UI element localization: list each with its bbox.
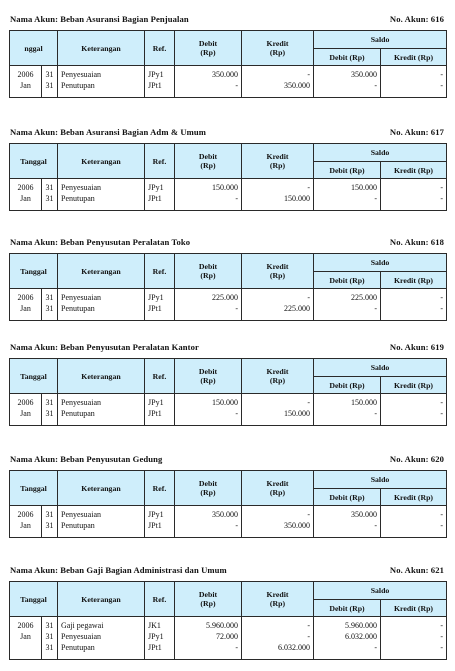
col-keterangan: Keterangan bbox=[58, 359, 145, 394]
row-year-month: 2006 bbox=[10, 179, 42, 194]
row-day: 31 bbox=[42, 617, 58, 632]
table-row bbox=[10, 520, 447, 538]
row-debit: 5.960.000 bbox=[175, 617, 242, 632]
row-saldo-kredit: - bbox=[381, 506, 447, 521]
col-ref: Ref. bbox=[145, 31, 175, 66]
row-debit: 350.000 bbox=[175, 66, 242, 81]
col-saldo-debit: Debit (Rp) bbox=[314, 272, 381, 289]
row-year-month: 2006 bbox=[10, 66, 42, 81]
row-debit: 72.000 bbox=[175, 631, 242, 642]
account-number: No. Akun: 618 bbox=[389, 237, 444, 247]
kredit-label: Kredit bbox=[266, 479, 289, 488]
table-row bbox=[10, 80, 447, 98]
row-year-month: Jan bbox=[10, 193, 42, 211]
debit-label: Debit bbox=[198, 590, 218, 599]
kredit-label: Kredit bbox=[266, 367, 289, 376]
ledger-table bbox=[9, 358, 447, 426]
col-debit bbox=[175, 31, 242, 66]
table-row bbox=[10, 303, 447, 321]
ledger-3 bbox=[9, 235, 446, 321]
debit-label: Debit bbox=[198, 367, 218, 376]
ledger-table bbox=[9, 253, 447, 321]
row-saldo-debit: - bbox=[314, 642, 381, 660]
ledger-table bbox=[9, 581, 447, 660]
col-saldo-debit: Debit (Rp) bbox=[314, 600, 381, 617]
row-saldo-kredit: - bbox=[381, 289, 447, 304]
account-number: No. Akun: 617 bbox=[389, 127, 444, 137]
col-tanggal: Tanggal bbox=[10, 359, 58, 394]
col-ref: Ref. bbox=[145, 254, 175, 289]
kredit-label: Kredit bbox=[266, 262, 289, 271]
row-saldo-debit: 5.960.000 bbox=[314, 617, 381, 632]
debit-unit: (Rp) bbox=[200, 161, 216, 170]
row-description: Penutupan bbox=[58, 193, 145, 211]
row-debit: - bbox=[175, 520, 242, 538]
table-row bbox=[10, 408, 447, 426]
kredit-unit: (Rp) bbox=[269, 488, 286, 497]
row-debit: - bbox=[175, 642, 242, 660]
col-keterangan: Keterangan bbox=[58, 254, 145, 289]
ledger-header bbox=[9, 235, 446, 249]
ledger-4 bbox=[9, 340, 446, 426]
row-year-month: 2006 bbox=[10, 394, 42, 409]
row-day: 31 bbox=[42, 303, 58, 321]
row-saldo-debit: - bbox=[314, 520, 381, 538]
row-saldo-debit: - bbox=[314, 408, 381, 426]
row-credit: 150.000 bbox=[242, 408, 314, 426]
row-description: Penyesuaian bbox=[58, 631, 145, 642]
col-keterangan: Keterangan bbox=[58, 144, 145, 179]
row-day: 31 bbox=[42, 631, 58, 642]
col-saldo-debit: Debit (Rp) bbox=[314, 377, 381, 394]
row-year-month: 2006 bbox=[10, 506, 42, 521]
col-saldo: Saldo bbox=[314, 471, 447, 489]
ledger-2 bbox=[9, 125, 446, 211]
row-ref: JPt1 bbox=[145, 303, 175, 321]
row-saldo-kredit: - bbox=[381, 303, 447, 321]
kredit-unit: (Rp) bbox=[269, 161, 286, 170]
col-kredit bbox=[242, 144, 314, 179]
kredit-unit: (Rp) bbox=[269, 376, 286, 385]
account-number: No. Akun: 616 bbox=[389, 14, 444, 24]
col-ref: Ref. bbox=[145, 144, 175, 179]
col-ref: Ref. bbox=[145, 471, 175, 506]
row-saldo-kredit: - bbox=[381, 520, 447, 538]
col-saldo-debit: Debit (Rp) bbox=[314, 489, 381, 506]
row-day: 31 bbox=[42, 66, 58, 81]
col-saldo: Saldo bbox=[314, 582, 447, 600]
row-ref: JPy1 bbox=[145, 179, 175, 194]
row-ref: JPt1 bbox=[145, 80, 175, 98]
row-day: 31 bbox=[42, 520, 58, 538]
col-tanggal: nggal bbox=[10, 31, 58, 66]
col-debit bbox=[175, 254, 242, 289]
row-credit: - bbox=[242, 179, 314, 194]
row-day: 31 bbox=[42, 642, 58, 660]
row-description: Penutupan bbox=[58, 520, 145, 538]
row-saldo-kredit: - bbox=[381, 408, 447, 426]
row-saldo-kredit: - bbox=[381, 66, 447, 81]
row-day: 31 bbox=[42, 408, 58, 426]
row-saldo-kredit: - bbox=[381, 394, 447, 409]
row-description: Penyesuaian bbox=[58, 289, 145, 304]
row-day: 31 bbox=[42, 394, 58, 409]
row-debit: 150.000 bbox=[175, 179, 242, 194]
row-debit: 150.000 bbox=[175, 394, 242, 409]
row-credit: - bbox=[242, 631, 314, 642]
row-saldo-debit: 150.000 bbox=[314, 394, 381, 409]
row-ref: JPy1 bbox=[145, 506, 175, 521]
row-description: Penutupan bbox=[58, 408, 145, 426]
col-saldo-debit: Debit (Rp) bbox=[314, 49, 381, 66]
table-row bbox=[10, 506, 447, 521]
row-ref: JPt1 bbox=[145, 520, 175, 538]
account-name: Nama Akun: Beban Penyusutan Peralatan Kantor bbox=[10, 342, 199, 352]
row-saldo-debit: - bbox=[314, 80, 381, 98]
row-saldo-kredit: - bbox=[381, 631, 447, 642]
table-row bbox=[10, 66, 447, 81]
ledger-header bbox=[9, 12, 446, 26]
col-tanggal: Tanggal bbox=[10, 471, 58, 506]
row-saldo-kredit: - bbox=[381, 179, 447, 194]
account-number: No. Akun: 619 bbox=[389, 342, 444, 352]
kredit-label: Kredit bbox=[266, 152, 289, 161]
row-credit: 6.032.000 bbox=[242, 642, 314, 660]
account-number: No. Akun: 620 bbox=[389, 454, 444, 464]
row-day: 31 bbox=[42, 179, 58, 194]
row-description: Gaji pegawai bbox=[58, 617, 145, 632]
account-name: Nama Akun: Beban Asuransi Bagian Penjualan bbox=[10, 14, 189, 24]
row-ref: JPy1 bbox=[145, 631, 175, 642]
row-saldo-kredit: - bbox=[381, 642, 447, 660]
ledger-table bbox=[9, 143, 447, 211]
col-saldo-kredit: Kredit (Rp) bbox=[381, 600, 447, 617]
row-debit: - bbox=[175, 80, 242, 98]
row-description: Penutupan bbox=[58, 80, 145, 98]
debit-label: Debit bbox=[198, 479, 218, 488]
col-debit bbox=[175, 471, 242, 506]
account-number: No. Akun: 621 bbox=[389, 565, 444, 575]
row-ref: JK1 bbox=[145, 617, 175, 632]
kredit-unit: (Rp) bbox=[269, 48, 286, 57]
row-saldo-debit: 225.000 bbox=[314, 289, 381, 304]
table-row bbox=[10, 642, 447, 660]
row-ref: JPy1 bbox=[145, 394, 175, 409]
debit-unit: (Rp) bbox=[200, 271, 216, 280]
ledger-table bbox=[9, 30, 447, 98]
col-debit bbox=[175, 144, 242, 179]
account-name: Nama Akun: Beban Asuransi Bagian Adm & Umum bbox=[10, 127, 207, 137]
col-tanggal: Tanggal bbox=[10, 144, 58, 179]
row-description: Penutupan bbox=[58, 303, 145, 321]
col-tanggal: Tanggal bbox=[10, 254, 58, 289]
row-description: Penyesuaian bbox=[58, 179, 145, 194]
col-kredit bbox=[242, 359, 314, 394]
col-saldo-kredit: Kredit (Rp) bbox=[381, 49, 447, 66]
row-debit: 225.000 bbox=[175, 289, 242, 304]
col-kredit bbox=[242, 254, 314, 289]
row-credit: - bbox=[242, 289, 314, 304]
col-keterangan: Keterangan bbox=[58, 471, 145, 506]
row-ref: JPt1 bbox=[145, 193, 175, 211]
row-saldo-kredit: - bbox=[381, 80, 447, 98]
kredit-label: Kredit bbox=[266, 39, 289, 48]
table-row bbox=[10, 617, 447, 632]
debit-unit: (Rp) bbox=[200, 48, 216, 57]
row-saldo-debit: - bbox=[314, 303, 381, 321]
col-kredit bbox=[242, 582, 314, 617]
row-credit: 350.000 bbox=[242, 520, 314, 538]
ledger-header bbox=[9, 125, 446, 139]
row-day: 31 bbox=[42, 289, 58, 304]
debit-unit: (Rp) bbox=[200, 376, 216, 385]
account-name: Nama Akun: Beban Penyusutan Peralatan Toko bbox=[10, 237, 191, 247]
row-debit: - bbox=[175, 193, 242, 211]
col-kredit bbox=[242, 471, 314, 506]
col-keterangan: Keterangan bbox=[58, 582, 145, 617]
row-credit: 350.000 bbox=[242, 80, 314, 98]
debit-unit: (Rp) bbox=[200, 599, 216, 608]
row-year-month bbox=[10, 642, 42, 660]
debit-label: Debit bbox=[198, 39, 218, 48]
row-day: 31 bbox=[42, 80, 58, 98]
row-description: Penyesuaian bbox=[58, 66, 145, 81]
row-saldo-debit: - bbox=[314, 193, 381, 211]
row-credit: - bbox=[242, 66, 314, 81]
col-saldo-kredit: Kredit (Rp) bbox=[381, 272, 447, 289]
debit-label: Debit bbox=[198, 262, 218, 271]
row-saldo-kredit: - bbox=[381, 617, 447, 632]
row-credit: - bbox=[242, 394, 314, 409]
table-row bbox=[10, 193, 447, 211]
col-saldo-debit: Debit (Rp) bbox=[314, 162, 381, 179]
row-description: Penyesuaian bbox=[58, 394, 145, 409]
row-saldo-kredit: - bbox=[381, 193, 447, 211]
col-ref: Ref. bbox=[145, 359, 175, 394]
col-saldo-kredit: Kredit (Rp) bbox=[381, 162, 447, 179]
col-kredit bbox=[242, 31, 314, 66]
row-year-month: Jan bbox=[10, 631, 42, 642]
row-credit: - bbox=[242, 506, 314, 521]
row-year-month: Jan bbox=[10, 520, 42, 538]
col-debit bbox=[175, 582, 242, 617]
account-name: Nama Akun: Beban Gaji Bagian Administrasi dan Umum bbox=[10, 565, 227, 575]
row-ref: JPy1 bbox=[145, 66, 175, 81]
kredit-unit: (Rp) bbox=[269, 271, 286, 280]
row-saldo-debit: 350.000 bbox=[314, 506, 381, 521]
ledger-5 bbox=[9, 452, 446, 538]
row-day: 31 bbox=[42, 506, 58, 521]
kredit-label: Kredit bbox=[266, 590, 289, 599]
table-row bbox=[10, 631, 447, 642]
kredit-unit: (Rp) bbox=[269, 599, 286, 608]
ledger-6 bbox=[9, 563, 446, 660]
row-debit: 350.000 bbox=[175, 506, 242, 521]
ledger-1 bbox=[9, 12, 446, 98]
col-tanggal: Tanggal bbox=[10, 582, 58, 617]
col-saldo: Saldo bbox=[314, 31, 447, 49]
col-keterangan: Keterangan bbox=[58, 31, 145, 66]
ledger-header bbox=[9, 340, 446, 354]
row-saldo-debit: 150.000 bbox=[314, 179, 381, 194]
row-credit: 150.000 bbox=[242, 193, 314, 211]
row-year-month: Jan bbox=[10, 80, 42, 98]
row-year-month: 2006 bbox=[10, 289, 42, 304]
row-year-month: Jan bbox=[10, 408, 42, 426]
row-year-month: 2006 bbox=[10, 617, 42, 632]
row-description: Penutupan bbox=[58, 642, 145, 660]
table-row bbox=[10, 289, 447, 304]
account-name: Nama Akun: Beban Penyusutan Gedung bbox=[10, 454, 163, 464]
col-saldo-kredit: Kredit (Rp) bbox=[381, 377, 447, 394]
ledger-table bbox=[9, 470, 447, 538]
col-saldo: Saldo bbox=[314, 254, 447, 272]
col-saldo: Saldo bbox=[314, 144, 447, 162]
row-debit: - bbox=[175, 408, 242, 426]
row-credit: 225.000 bbox=[242, 303, 314, 321]
row-ref: JPt1 bbox=[145, 642, 175, 660]
row-ref: JPt1 bbox=[145, 408, 175, 426]
ledger-header bbox=[9, 563, 446, 577]
col-saldo: Saldo bbox=[314, 359, 447, 377]
row-debit: - bbox=[175, 303, 242, 321]
ledger-header bbox=[9, 452, 446, 466]
table-row bbox=[10, 394, 447, 409]
row-saldo-debit: 350.000 bbox=[314, 66, 381, 81]
row-ref: JPy1 bbox=[145, 289, 175, 304]
col-saldo-kredit: Kredit (Rp) bbox=[381, 489, 447, 506]
debit-unit: (Rp) bbox=[200, 488, 216, 497]
debit-label: Debit bbox=[198, 152, 218, 161]
row-year-month: Jan bbox=[10, 303, 42, 321]
row-saldo-debit: 6.032.000 bbox=[314, 631, 381, 642]
col-ref: Ref. bbox=[145, 582, 175, 617]
row-credit: - bbox=[242, 617, 314, 632]
row-day: 31 bbox=[42, 193, 58, 211]
col-debit bbox=[175, 359, 242, 394]
row-description: Penyesuaian bbox=[58, 506, 145, 521]
table-row bbox=[10, 179, 447, 194]
